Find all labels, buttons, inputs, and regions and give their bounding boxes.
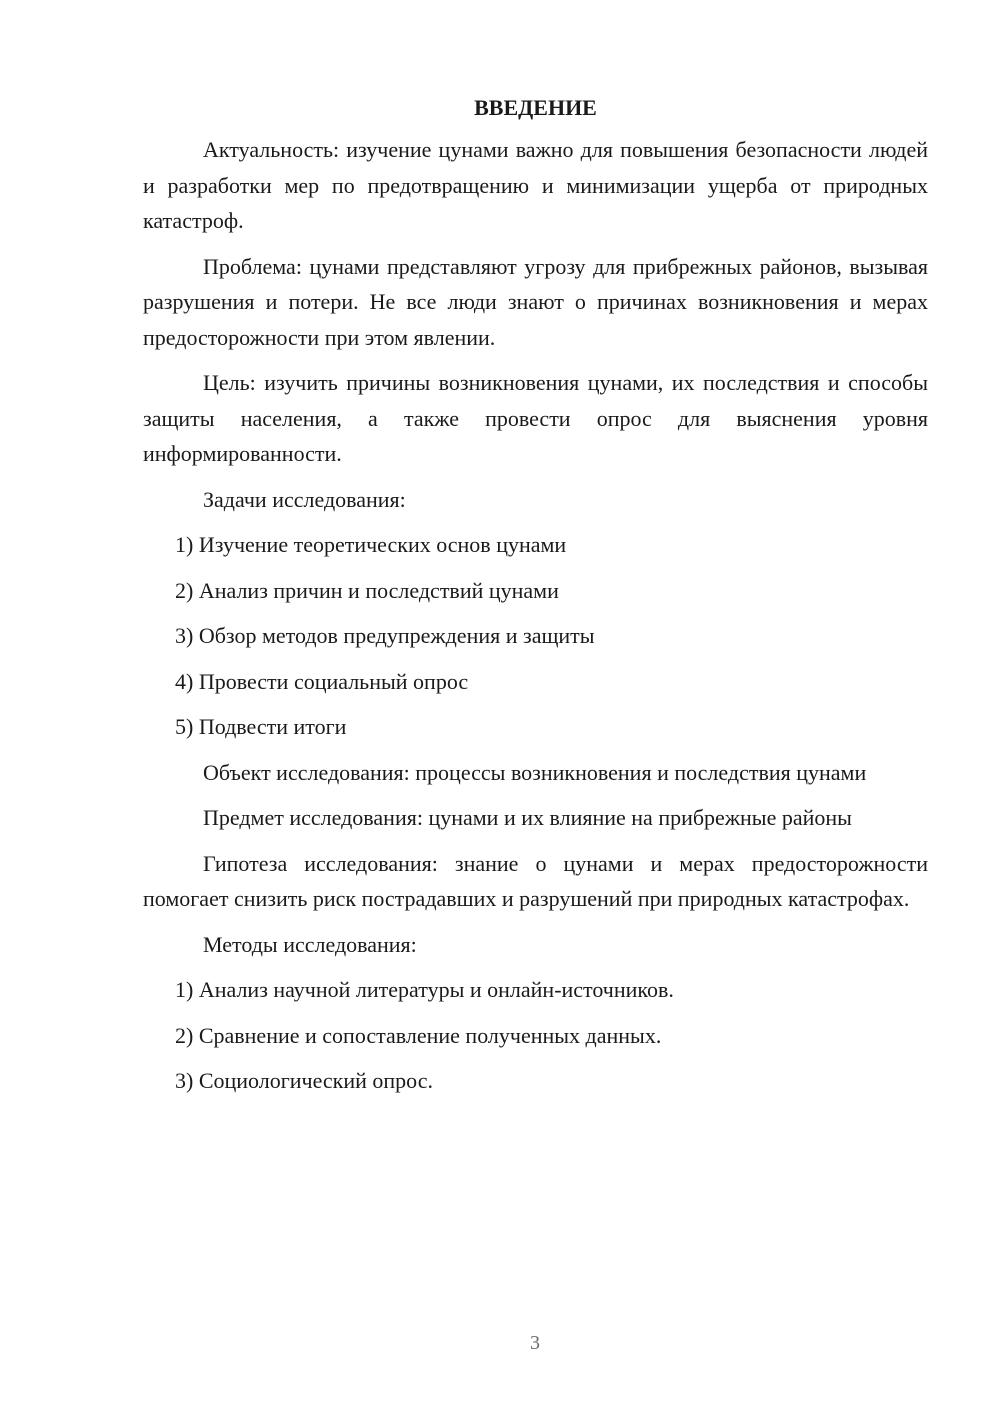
object-paragraph: Объект исследования: процессы возникновения и последствия цунами bbox=[203, 759, 867, 785]
list-item: 3) Социологический опрос. bbox=[175, 1068, 433, 1093]
document-page bbox=[143, 90, 928, 1109]
hypothesis-paragraph: Гипотеза исследования: знание о цунами и мерах предосторожности помогает снизить риск пострадавших и разрушений при природных катастрофах. bbox=[143, 850, 928, 911]
relevance-paragraph: Актуальность: изучение цунами важно для повышения безопасности людей и разработки мер по предотвращению и минимизации ущерба от природных катастроф. bbox=[143, 137, 928, 233]
list-item: 2) Анализ причин и последствий цунами bbox=[175, 577, 559, 603]
list-item: 3) Обзор методов предупреждения и защиты bbox=[175, 623, 595, 648]
page-number: 3 bbox=[530, 1332, 540, 1354]
list-item: 1) Изучение теоретических основ цунами bbox=[175, 532, 567, 557]
subject-paragraph: Предмет исследования: цунами и их влияние на прибрежные районы bbox=[203, 805, 852, 830]
tasks-heading: Задачи исследования: bbox=[203, 486, 406, 512]
list-item: 1) Анализ научной литературы и онлайн-источников. bbox=[175, 977, 674, 1002]
tasks-list bbox=[143, 527, 928, 745]
methods-list bbox=[143, 972, 928, 1099]
list-item: 2) Сравнение и сопоставление полученных данных. bbox=[175, 1022, 662, 1048]
list-item: 4) Провести социальный опрос bbox=[175, 668, 469, 694]
list-item: 5) Подвести итоги bbox=[175, 714, 347, 739]
problem-paragraph: Проблема: цунами представляют угрозу для прибрежных районов, вызывая разрушения и потери. Не все люди знают о причинах возникновения и мерах предосторожности при этом явлении. bbox=[143, 253, 928, 350]
methods-heading: Методы исследования: bbox=[203, 931, 417, 957]
page-title: ВВЕДЕНИЕ bbox=[474, 95, 597, 120]
goal-paragraph: Цель: изучить причины возникновения цунами, их последствия и способы защиты населения, а также провести опрос для выяснения уровня информированности. bbox=[143, 370, 928, 466]
